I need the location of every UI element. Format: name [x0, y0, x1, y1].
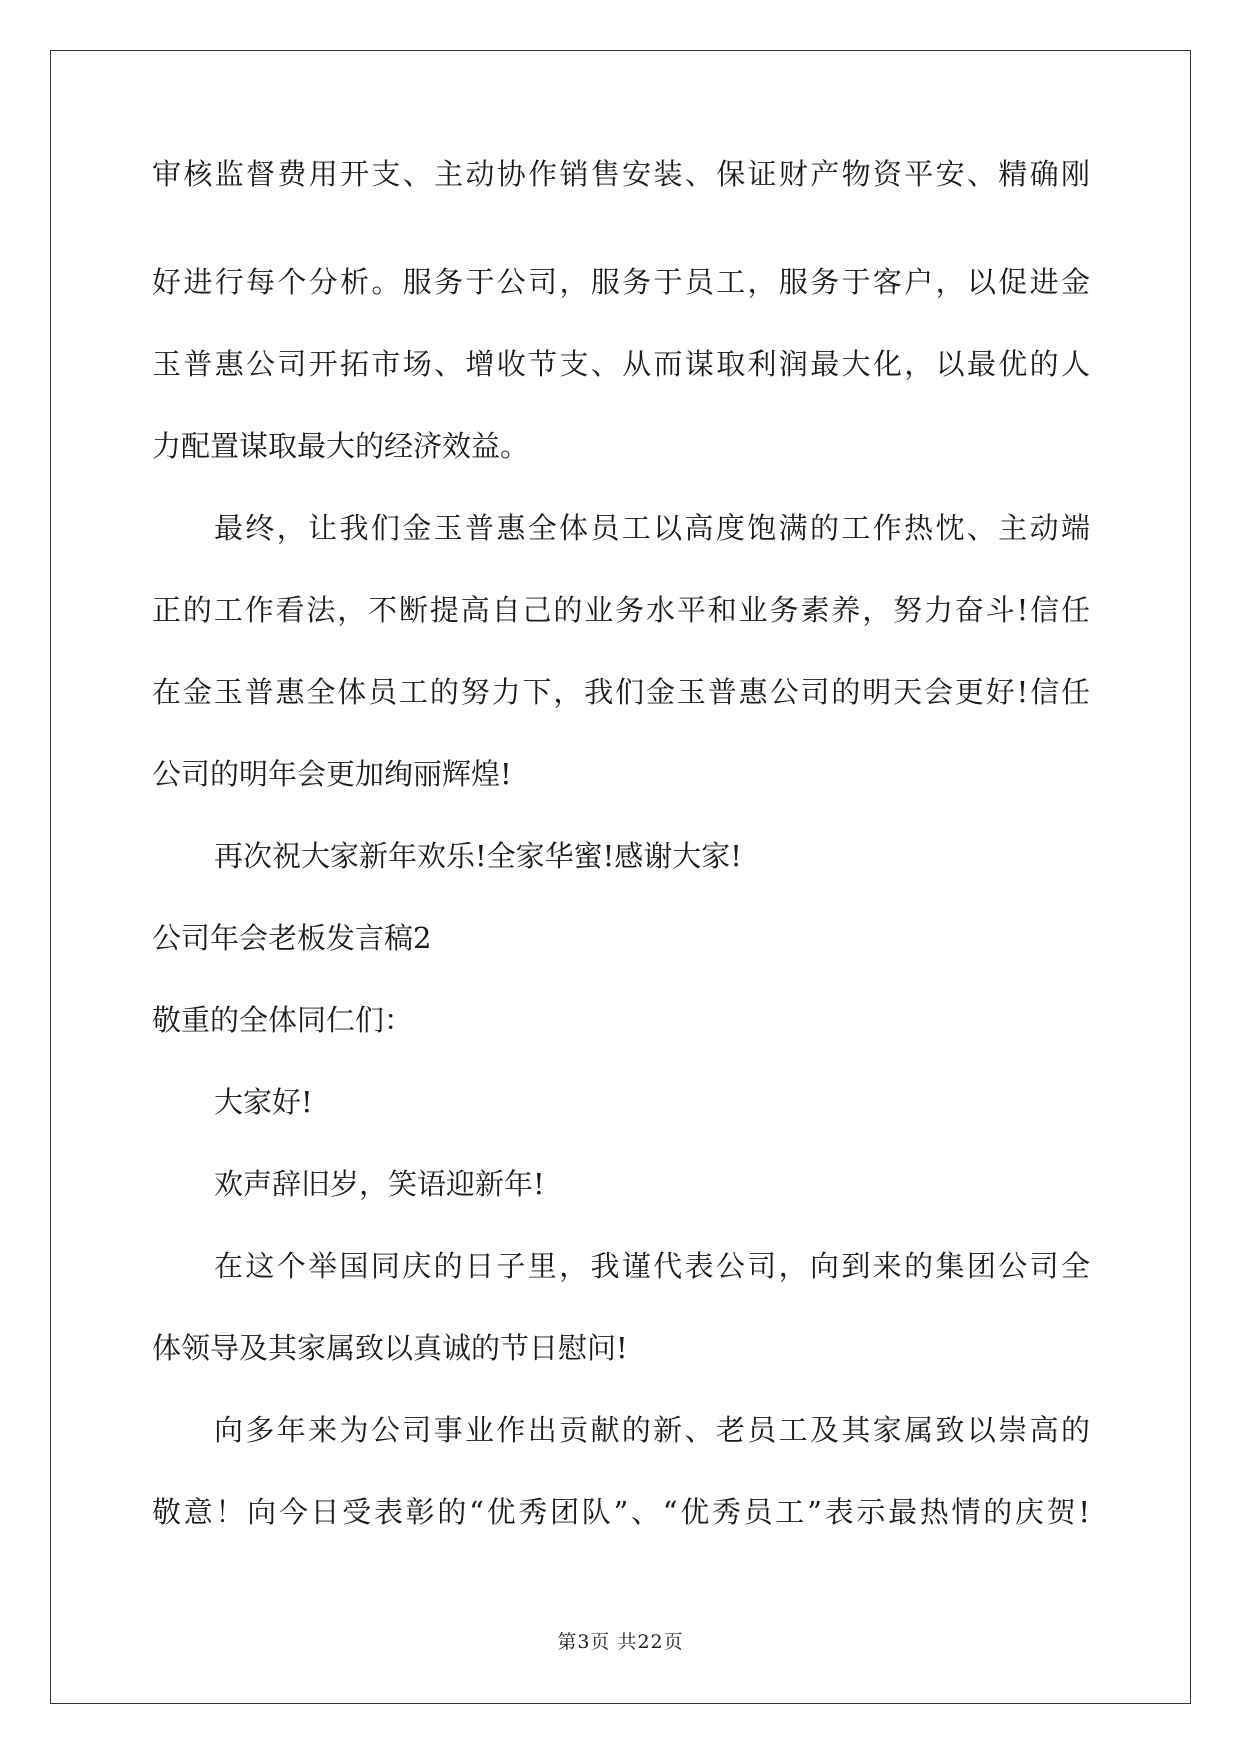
page-number-footer: 第3页 共22页: [557, 1631, 684, 1653]
text-line: 力配置谋取最大的经济效益。: [152, 429, 530, 463]
text-line: 欢声辞旧岁，笑语迎新年!: [214, 1167, 545, 1201]
text-line: 正的工作看法，不断提高自己的业务水平和业务素养，努力奋斗!信任: [152, 593, 1090, 627]
text-line: 审核监督费用开支、主动协作销售安装、保证财产物资平安、精确刚: [152, 157, 1090, 191]
text-line: 在这个举国同庆的日子里，我谨代表公司，向到来的集团公司全: [214, 1249, 1090, 1283]
text-line: 公司年会老板发言稿2: [152, 921, 432, 955]
text-line: 大家好!: [214, 1085, 313, 1119]
text-line: 在金玉普惠全体员工的努力下，我们金玉普惠公司的明天会更好!信任: [152, 675, 1090, 709]
text-line: 玉普惠公司开拓市场、增收节支、从而谋取利润最大化，以最优的人: [152, 347, 1090, 381]
text-line: 公司的明年会更加绚丽辉煌!: [152, 757, 512, 791]
document-body: [152, 159, 1090, 1553]
text-line: 最终，让我们金玉普惠全体员工以高度饱满的工作热忱、主动端: [214, 511, 1090, 545]
text-line: 敬意！向今日受表彰的“优秀团队”、“优秀员工”表示最热情的庆贺!: [152, 1495, 1090, 1529]
text-line: 再次祝大家新年欢乐!全家华蜜!感谢大家!: [214, 839, 742, 873]
text-line: 向多年来为公司事业作出贡献的新、老员工及其家属致以崇高的: [214, 1413, 1090, 1447]
text-line: 好进行每个分析。服务于公司，服务于员工，服务于客户，以促进金: [152, 265, 1090, 299]
text-line: 敬重的全体同仁们：: [152, 1003, 414, 1037]
text-line: 体领导及其家属致以真诚的节日慰问!: [152, 1331, 628, 1365]
